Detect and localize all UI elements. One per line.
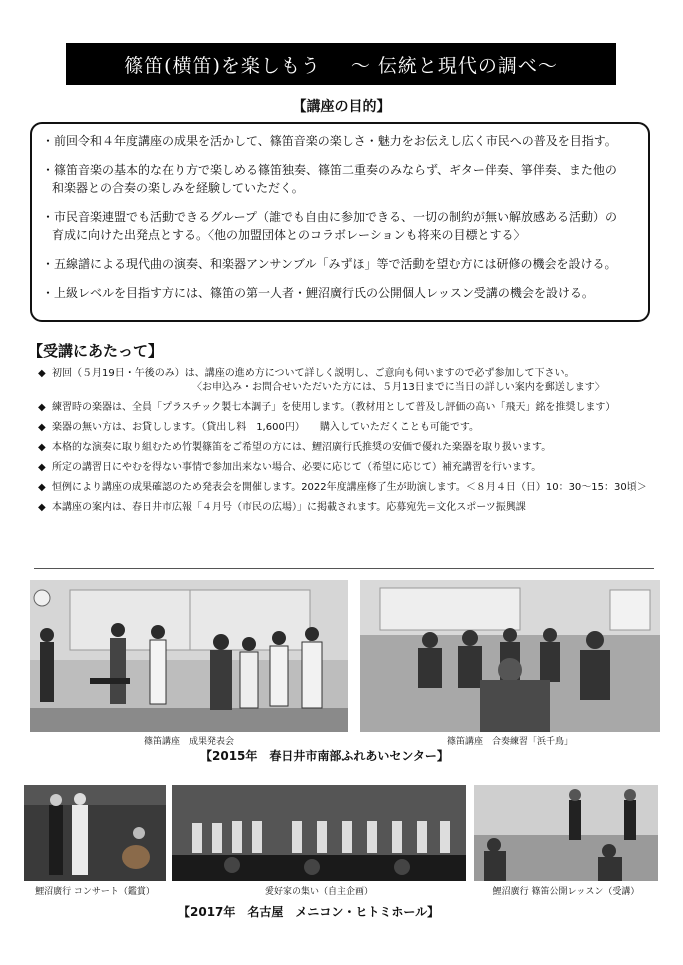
attendance-heading: 【受講にあたって】 [28, 342, 164, 360]
title-banner [66, 43, 616, 85]
note-item: ◆ 本講座の案内は、春日井市広報「４月号（市民の広場）」に掲載されます。応募宛先＝文化スポーツ振興課 [38, 502, 526, 513]
purpose-item: ・上級レベルを目指す方には、篠笛の第一人者・鯉沼廣行氏の公開個人レッスン受講の機会を設ける。 [42, 286, 594, 300]
purpose-heading: 【講座の目的】 [292, 99, 391, 115]
diamond-bullet-icon: ◆ [38, 502, 46, 513]
title-main: 篠笛(横笛)を楽しもう [124, 54, 321, 77]
venue-2017: 【2017年 名古屋 メニコン・ヒトミホール】 [178, 905, 440, 919]
note-item: ◆ 練習時の楽器は、全員「プラスチック製七本調子」を使用します。（教材用として普及し評価の高い「飛天」銘を推奨します） [38, 402, 616, 413]
photo-gathering [172, 785, 466, 881]
photo-caption: 篠笛講座 合奏練習「浜千鳥」 [446, 737, 573, 747]
note-item: ◆ 恒例により講座の成果確認のため発表会を開催します。2022年度講座修了生が助演します。＜８月４日（日）10：30～15：30頃＞ [38, 482, 647, 493]
note-item: ◆ 所定の講習日にやむを得ない事情で参加出来ない場合、必要に応じて（希望に応じて）補充講習を行います。 [38, 462, 542, 473]
note-item: ◆ 本格的な演奏に取り組むため竹製篠笛をご希望の方には、鯉沼廣行氏推奨の安価で優れた楽器を取り扱います。 [38, 442, 552, 453]
diamond-bullet-icon: ◆ [38, 368, 46, 379]
purpose-item: ・五線譜による現代曲の演奏、和楽器アンサンブル「みずほ」等で活動を望む方には研修の機会を設ける。 [42, 257, 617, 271]
note-item: ◆ 楽器の無い方は、お貸しします。（貸出し料 1,600円） 購入していただくことも可能です。 [38, 422, 480, 433]
photo-caption: 鯉沼廣行 コンサート（鑑賞） [35, 887, 155, 897]
diamond-bullet-icon: ◆ [38, 422, 46, 433]
diamond-bullet-icon: ◆ [38, 462, 46, 473]
purpose-item: ・前回令和４年度講座の成果を活かして、篠笛音楽の楽しさ・魅力をお伝えし広く市民への普及を目指す。 [42, 134, 617, 148]
photo-caption: 篠笛講座 成果発表会 [143, 737, 234, 747]
diamond-bullet-icon: ◆ [38, 402, 46, 413]
purpose-item: ・市民音楽連盟でも活動できるグループ（誰でも自由に参加できる、一切の制約が無い解放感ある活動）の 育成に向けた出発点とする。〈他の加盟団体とのコラボレーションも将来の目標とする〉 [42, 210, 618, 242]
diamond-bullet-icon: ◆ [38, 482, 46, 493]
section-divider [34, 568, 654, 569]
photo-concert [24, 785, 166, 881]
photo-lesson [474, 785, 658, 881]
photo-practice [360, 580, 660, 732]
photo-recital [30, 580, 348, 732]
purpose-box [30, 122, 650, 322]
diamond-bullet-icon: ◆ [38, 442, 46, 453]
note-item: ◆ 初回（５月19日・午後のみ）は、講座の進め方について詳しく説明し、ご意向も伺いますので必ず参加して下さい。 〈お申込み・お問合せいただいた方には、５月13日までに当日の詳しい案内を郵送します〉 [38, 368, 605, 393]
attendance-notes [38, 367, 658, 521]
title-sub: ～ 伝統と現代の調べ～ [350, 54, 558, 77]
purpose-item: ・篠笛音楽の基本的な在り方で楽しめる篠笛独奏、篠笛二重奏のみならず、ギター伴奏、箏伴奏、また他の 和楽器との合奏の楽しみを経験していただく。 [42, 163, 617, 195]
venue-2015: 【2015年 春日井市南部ふれあいセンター】 [200, 749, 449, 763]
photo-caption: 鯉沼廣行 篠笛公開レッスン（受講） [492, 887, 640, 897]
photo-caption: 愛好家の集い（自主企画） [264, 887, 373, 897]
